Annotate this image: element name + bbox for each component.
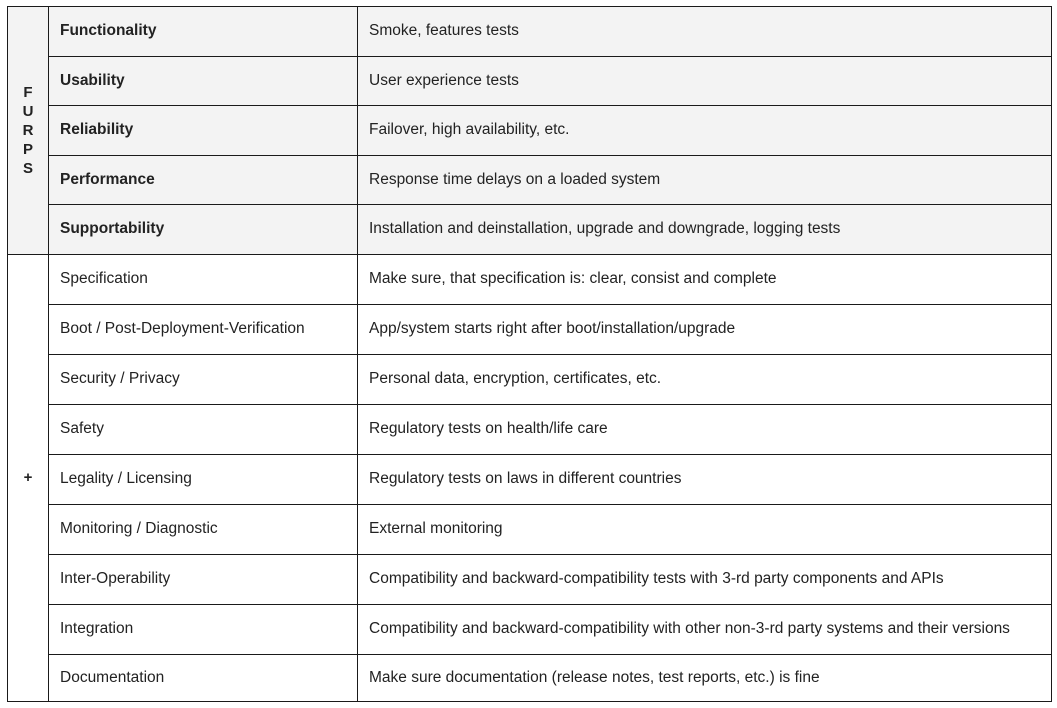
row-name: Reliability: [49, 106, 358, 156]
furps-letter: P: [22, 140, 33, 158]
table-row: [8, 354, 1052, 404]
row-description: Response time delays on a loaded system: [358, 155, 1052, 205]
table-row: [8, 254, 1052, 304]
table-row: [8, 504, 1052, 554]
row-name: Usability: [49, 56, 358, 106]
row-name: Performance: [49, 155, 358, 205]
row-name: Integration: [49, 604, 358, 654]
table-row: [8, 654, 1052, 701]
row-name: Safety: [49, 404, 358, 454]
plus-group-label: +: [8, 254, 49, 701]
row-description: User experience tests: [358, 56, 1052, 106]
table-row: [8, 7, 1052, 57]
row-description: Make sure documentation (release notes, test reports, etc.) is fine: [358, 654, 1052, 701]
row-description: Regulatory tests on health/life care: [358, 404, 1052, 454]
table-row: [8, 155, 1052, 205]
row-name: Functionality: [49, 7, 358, 57]
row-name: Documentation: [49, 654, 358, 701]
table-row: [8, 454, 1052, 504]
row-name: Specification: [49, 254, 358, 304]
row-description: Regulatory tests on laws in different countries: [358, 454, 1052, 504]
row-name: Supportability: [49, 205, 358, 255]
row-description: Smoke, features tests: [358, 7, 1052, 57]
row-description: App/system starts right after boot/installation/upgrade: [358, 304, 1052, 354]
row-name: Legality / Licensing: [49, 454, 358, 504]
row-name: Monitoring / Diagnostic: [49, 504, 358, 554]
furps-group-label: [8, 7, 49, 255]
furps-letter: S: [22, 159, 33, 177]
row-name: Inter-Operability: [49, 554, 358, 604]
table-row: [8, 404, 1052, 454]
row-description: Compatibility and backward-compatibility tests with 3-rd party components and APIs: [358, 554, 1052, 604]
table-row: [8, 604, 1052, 654]
table-row: [8, 304, 1052, 354]
furps-plus-table: [7, 6, 1052, 702]
row-name: Boot / Post-Deployment-Verification: [49, 304, 358, 354]
row-description: Compatibility and backward-compatibility with other non-3-rd party systems and their versions: [358, 604, 1052, 654]
table-row: [8, 205, 1052, 255]
row-description: Personal data, encryption, certificates, etc.: [358, 354, 1052, 404]
furps-letter: F: [23, 83, 33, 101]
table-row: [8, 554, 1052, 604]
furps-letter: U: [22, 102, 34, 120]
row-name: Security / Privacy: [49, 354, 358, 404]
row-description: Failover, high availability, etc.: [358, 106, 1052, 156]
row-description: Installation and deinstallation, upgrade and downgrade, logging tests: [358, 205, 1052, 255]
row-description: External monitoring: [358, 504, 1052, 554]
furps-letter: R: [22, 121, 34, 139]
table-row: [8, 56, 1052, 106]
row-description: Make sure, that specification is: clear, consist and complete: [358, 254, 1052, 304]
table-row: [8, 106, 1052, 156]
